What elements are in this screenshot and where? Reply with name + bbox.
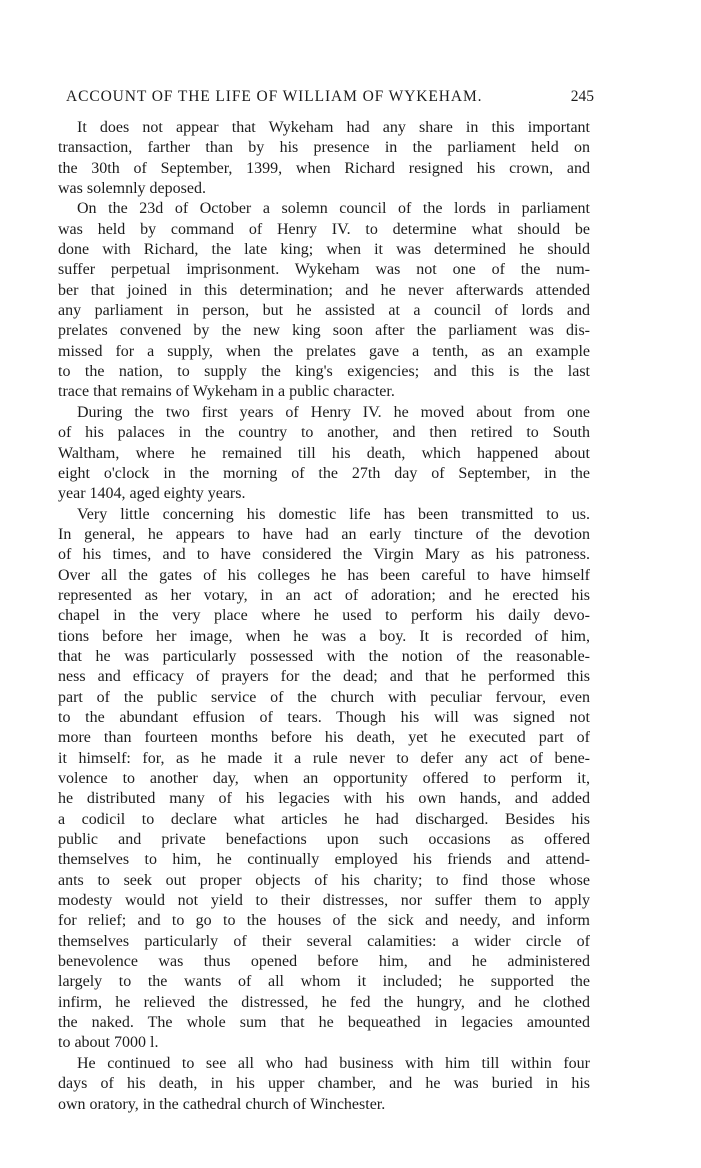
text-line: suffer perpetual imprisonment. Wykeham was not one of the num- — [58, 261, 590, 279]
text-line: benevolence was thus opened before him, and he administered — [58, 953, 590, 971]
paragraph — [58, 1054, 590, 1115]
text-line: he distributed many of his legacies with his own hands, and added — [58, 790, 590, 808]
text-line: ants to seek out proper objects of his charity; to find those whose — [58, 871, 590, 889]
text-line: that he was particularly possessed with the notion of the reasonable- — [58, 647, 590, 665]
text-line: themselves particularly of their several calamities: a wider circle of — [58, 932, 590, 950]
text-line: it himself: for, as he made it a rule never to defer any act of bene- — [58, 749, 590, 767]
text-line: eight o'clock in the morning of the 27th day of September, in the — [58, 464, 590, 482]
text-line: part of the public service of the church with peculiar fervour, even — [58, 688, 590, 706]
text-line: ness and efficacy of prayers for the dead; and that he performed this — [58, 668, 590, 686]
text-line: the naked. The whole sum that he bequeathed in legacies amounted — [58, 1014, 590, 1032]
book-page — [58, 88, 594, 1115]
text-line: volence to another day, when an opportunity offered to perform it, — [58, 770, 590, 787]
text-line: done with Richard, the late king; when it was determined he should — [58, 241, 590, 259]
text-line: modesty would not yield to their distresses, nor suffer them to apply — [58, 892, 590, 910]
text-line: chapel in the very place where he used to perform his daily devo- — [58, 607, 590, 625]
paragraph — [58, 199, 590, 402]
running-head-title: ACCOUNT OF THE LIFE OF WILLIAM OF WYKEHAM. — [66, 88, 483, 105]
text-line: tions before her image, when he was a boy. It is recorded of him, — [58, 627, 590, 645]
text-line: Waltham, where he remained till his death, which happened about — [58, 444, 590, 462]
text-line: for relief; and to go to the houses of the sick and needy, and inform — [58, 912, 590, 930]
text-line: ber that joined in this determination; and he never afterwards attended — [58, 281, 590, 299]
text-line: to the abundant effusion of tears. Though his will was signed not — [58, 708, 590, 726]
text-line: During the two first years of Henry IV. he moved about from one — [77, 403, 590, 421]
text-line: any parliament in person, but he assisted at a council of lords and — [58, 302, 590, 320]
text-line: missed for a supply, when the prelates gave a tenth, as an example — [58, 342, 590, 360]
running-head — [66, 88, 594, 112]
text-line: infirm, he relieved the distressed, he fed the hungry, and he clothed — [58, 993, 590, 1011]
text-line: of his times, and to have considered the Virgin Mary as his patroness. — [58, 546, 590, 564]
text-line: year 1404, aged eighty years. — [58, 485, 246, 503]
text-line: He continued to see all who had business with him till within four — [77, 1054, 590, 1072]
text-line: days of his death, in his upper chamber, and he was buried in his — [58, 1075, 590, 1093]
text-line: own oratory, in the cathedral church of Winchester. — [58, 1095, 386, 1113]
text-line: Over all the gates of his colleges he has been careful to have himself — [58, 566, 590, 584]
text-line: trace that remains of Wykeham in a public character. — [58, 383, 395, 401]
body-text — [58, 118, 590, 1115]
page-number: 245 — [570, 88, 594, 105]
text-line: themselves to him, he continually employed his friends and attend- — [58, 851, 590, 869]
paragraph — [58, 118, 590, 199]
text-line: was held by command of Henry IV. to determine what should be — [58, 220, 590, 238]
text-line: to the nation, to supply the king's exigencies; and this is the last — [58, 363, 590, 381]
text-line: It does not appear that Wykeham had any share in this important — [77, 119, 590, 136]
text-line: In general, he appears to have had an early tincture of the devotion — [58, 525, 590, 543]
text-line: largely to the wants of all whom it included; he supported the — [58, 973, 590, 991]
text-line: public and private benefactions upon such occasions as offered — [58, 831, 590, 849]
text-line: a codicil to declare what articles he had discharged. Besides his — [58, 810, 590, 828]
text-line: more than fourteen months before his death, yet he executed part of — [58, 729, 590, 747]
text-line: of his palaces in the country to another, and then retired to South — [58, 424, 590, 442]
text-line: Very little concerning his domestic life has been transmitted to us. — [77, 505, 590, 523]
text-line: On the 23d of October a solemn council of the lords in parliament — [77, 200, 590, 218]
text-line: was solemnly deposed. — [58, 180, 206, 198]
paragraph — [58, 505, 590, 1054]
text-line: represented as her votary, in an act of adoration; and he erected his — [58, 586, 590, 604]
text-line: to about 7000 l. — [58, 1034, 159, 1052]
paragraph — [58, 403, 590, 505]
text-line: transaction, farther than by his presence in the parliament held on — [58, 139, 590, 157]
text-line: the 30th of September, 1399, when Richard resigned his crown, and — [58, 159, 590, 177]
text-line: prelates convened by the new king soon after the parliament was dis- — [58, 322, 590, 340]
